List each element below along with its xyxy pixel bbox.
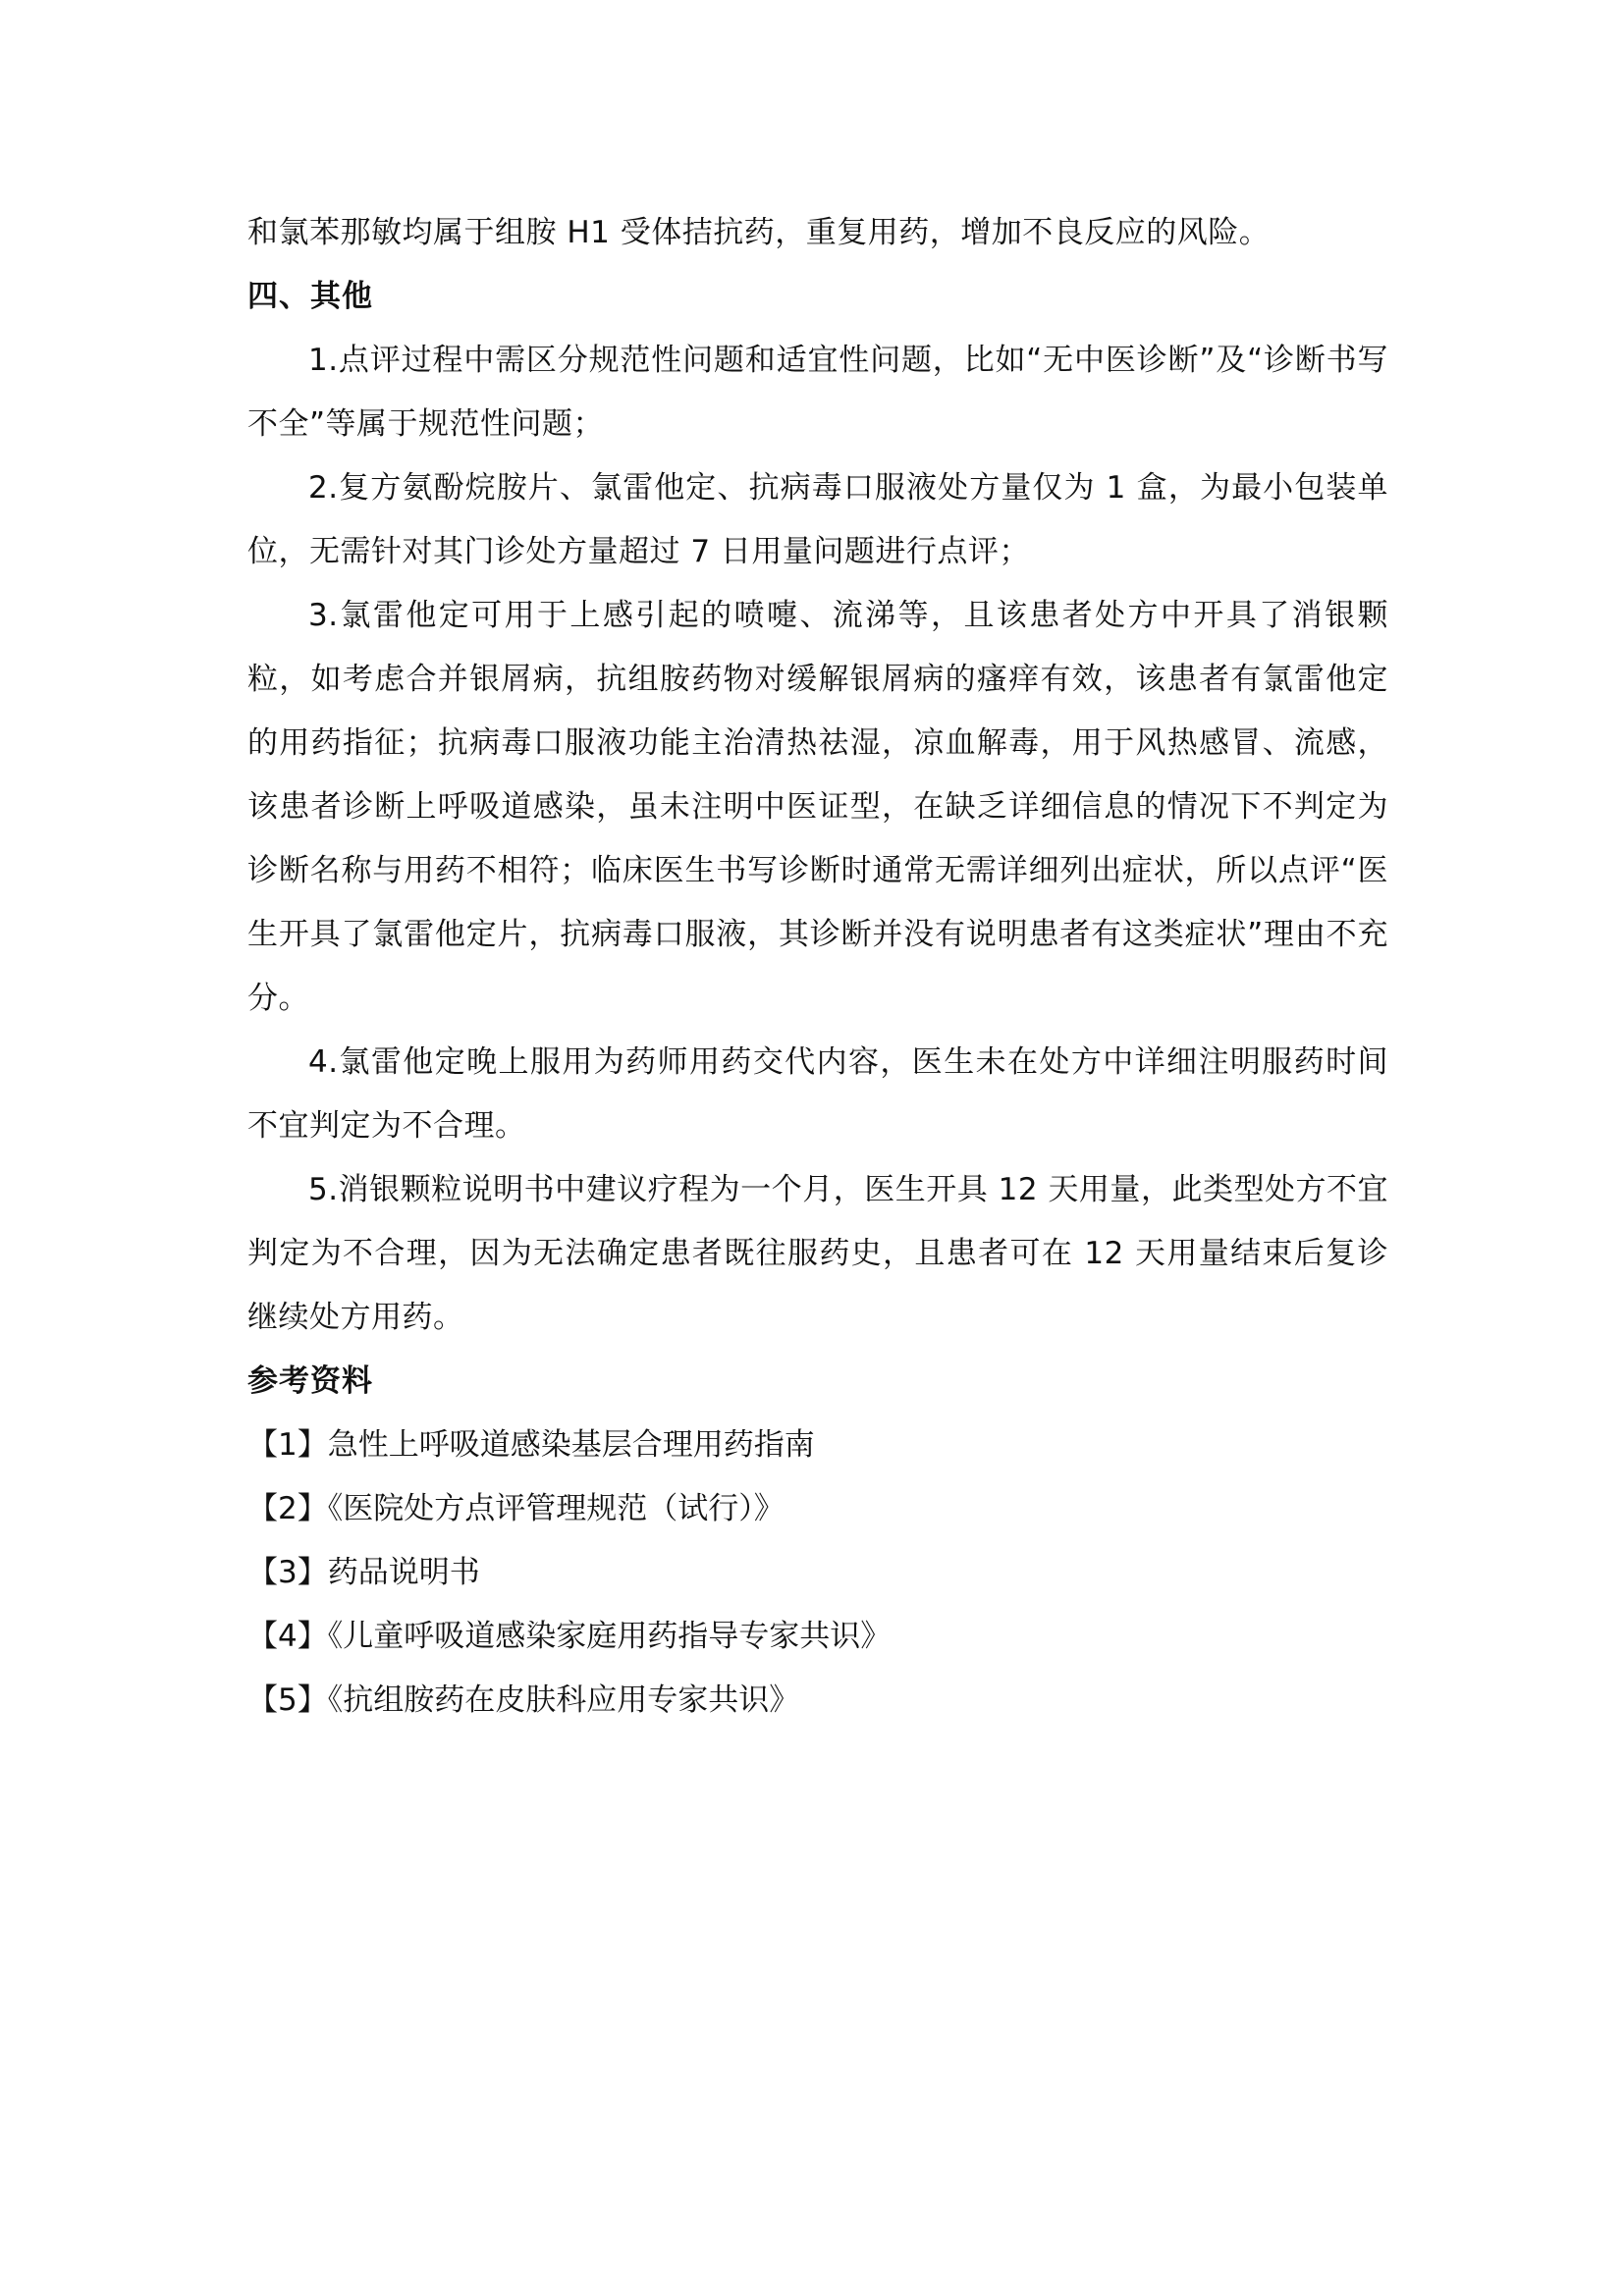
other-item-4: 4.氯雷他定晚上服用为药师用药交代内容，医生未在处方中详细注明服药时间不宜判定为不合理。 [247, 1044, 1388, 1144]
reference-item-3: 【3】药品说明书 [247, 1555, 480, 1590]
other-item-3: 3.氯雷他定可用于上感引起的喷嚏、流涕等，且该患者处方中开具了消银颗粒，如考虑合并银屑病，抗组胺药物对缓解银屑病的瘙痒有效，该患者有氯雷他定的用药指征；抗病毒口服液功能主治清热祛湿，凉血解毒，用于风热感冒、流感，该患者诊断上呼吸道感染，虽未注明中医证型，在缺乏详细信息的情况下不判定为诊断名称与用药不相符；临床医生书写诊断时通常无需详细列出症状，所以点评“医生开具了氯雷他定片，抗病毒口服液，其诊断并没有说明患者有这类症状”理由不充分。 [247, 598, 1388, 1016]
intro-continuation-paragraph: 和氯苯那敏均属于组胺 H1 受体拮抗药，重复用药，增加不良反应的风险。 [247, 215, 1271, 250]
references-heading: 参考资料 [247, 1363, 373, 1399]
other-item-2: 2.复方氨酚烷胺片、氯雷他定、抗病毒口服液处方量仅为 1 盒，为最小包装单位，无需针对其门诊处方量超过 7 日用量问题进行点评； [247, 470, 1388, 569]
other-item-1: 1.点评过程中需区分规范性问题和适宜性问题，比如“无中医诊断”及“诊断书写不全”等属于规范性问题； [247, 343, 1388, 442]
reference-item-5: 【5】《抗组胺药在皮肤科应用专家共识》 [247, 1682, 800, 1718]
reference-item-4: 【4】《儿童呼吸道感染家庭用药指导专家共识》 [247, 1619, 892, 1654]
reference-item-1: 【1】急性上呼吸道感染基层合理用药指南 [247, 1427, 815, 1463]
document-body [247, 201, 1388, 1733]
section-other-heading: 四、其他 [247, 279, 373, 314]
other-item-5: 5.消银颗粒说明书中建议疗程为一个月，医生开具 12 天用量，此类型处方不宜判定为不合理，因为无法确定患者既往服药史，且患者可在 12 天用量结束后复诊继续处方用药。 [247, 1172, 1388, 1335]
reference-item-2: 【2】《医院处方点评管理规范（试行）》 [247, 1491, 785, 1526]
